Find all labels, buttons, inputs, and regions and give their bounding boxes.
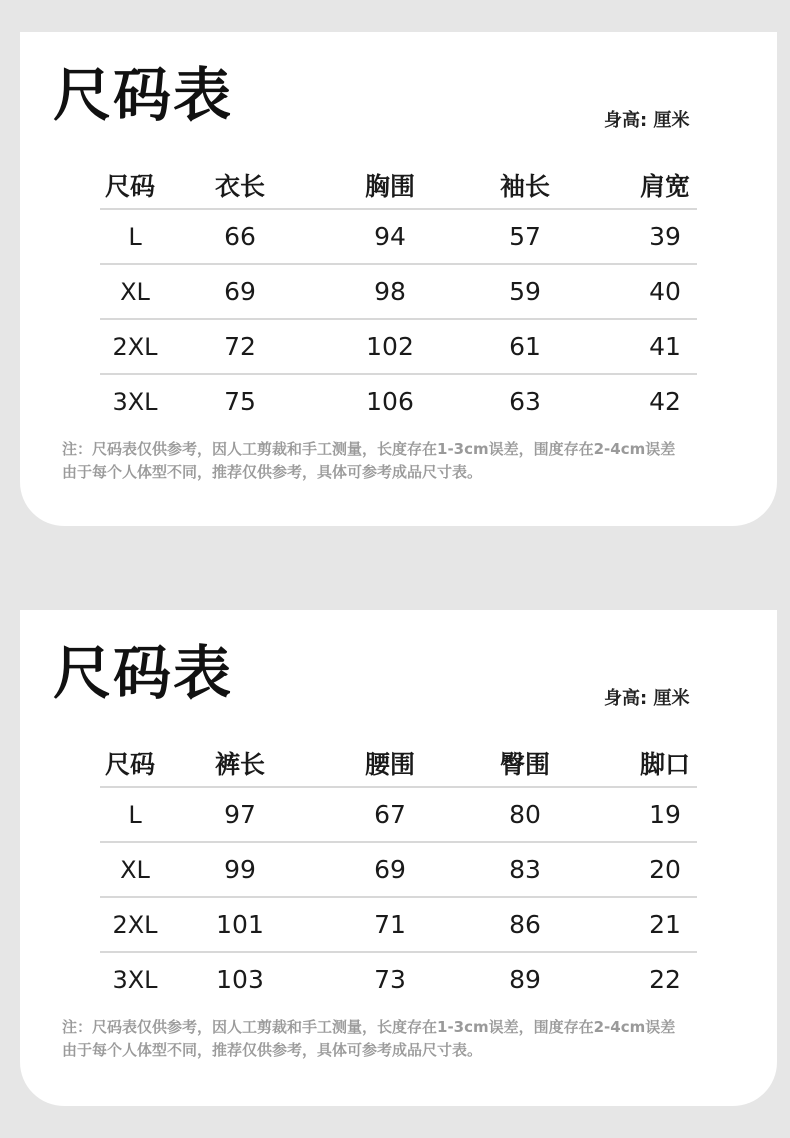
value-cell: 19 [649,800,681,829]
note-line: 注：尺码表仅供参考，因人工剪裁和手工测量，长度存在1-3cm误差，围度存在2-4cm误差 [62,440,676,458]
value-cell: 67 [374,800,406,829]
table-header-row [100,162,697,210]
note-line: 由于每个人体型不同，推荐仅供参考，具体可参考成品尺寸表。 [62,1041,483,1059]
table-row [100,953,697,1006]
table-row [100,265,697,320]
value-cell: 59 [509,277,541,306]
header-pants-length: 裤长 [214,750,265,779]
unit-label: 身高: 厘米 [604,110,690,131]
disclaimer-note [62,1016,762,1062]
size-table-top [100,162,697,428]
value-cell: 99 [224,855,256,884]
note-line: 注：尺码表仅供参考，因人工剪裁和手工测量，长度存在1-3cm误差，围度存在2-4cm误差 [62,1018,676,1036]
table-row [100,320,697,375]
value-cell: 20 [649,855,681,884]
value-cell: 72 [224,332,256,361]
value-cell: 73 [374,965,406,994]
note-line: 由于每个人体型不同，推荐仅供参考，具体可参考成品尺寸表。 [62,463,483,481]
value-cell: 57 [509,222,541,251]
size-cell: XL [120,277,150,306]
value-cell: 106 [366,387,414,416]
table-row [100,788,697,843]
value-cell: 103 [216,965,264,994]
size-cell: L [128,222,142,251]
value-cell: 94 [374,222,406,251]
value-cell: 22 [649,965,681,994]
value-cell: 89 [509,965,541,994]
header-length: 衣长 [214,172,265,201]
table-row [100,843,697,898]
size-chart-card-bottom [20,610,777,1106]
value-cell: 63 [509,387,541,416]
table-header-row [100,740,697,788]
size-cell: L [128,800,142,829]
unit-label: 身高: 厘米 [604,688,690,709]
header-shoulder: 肩宽 [639,172,690,201]
value-cell: 39 [649,222,681,251]
value-cell: 71 [374,910,406,939]
size-table-bottom [100,740,697,1006]
value-cell: 98 [374,277,406,306]
value-cell: 21 [649,910,681,939]
header-hip: 臀围 [499,750,550,779]
value-cell: 83 [509,855,541,884]
table-row [100,375,697,428]
size-cell: 3XL [112,965,158,994]
size-cell: XL [120,855,150,884]
chart-title: 尺码表 [53,61,234,129]
size-cell: 2XL [112,332,158,361]
value-cell: 69 [374,855,406,884]
value-cell: 40 [649,277,681,306]
value-cell: 42 [649,387,681,416]
header-waist: 腰围 [364,750,415,779]
value-cell: 97 [224,800,256,829]
value-cell: 102 [366,332,414,361]
size-cell: 3XL [112,387,158,416]
value-cell: 86 [509,910,541,939]
header-size: 尺码 [105,750,156,779]
value-cell: 66 [224,222,256,251]
value-cell: 101 [216,910,264,939]
value-cell: 69 [224,277,256,306]
table-row [100,898,697,953]
header-size: 尺码 [105,172,156,201]
value-cell: 61 [509,332,541,361]
table-row [100,210,697,265]
size-chart-card-top [20,32,777,526]
value-cell: 41 [649,332,681,361]
header-sleeve: 袖长 [499,172,550,201]
header-leg-opening: 脚口 [639,750,690,779]
chart-title: 尺码表 [53,639,234,707]
header-chest: 胸围 [364,172,415,201]
size-cell: 2XL [112,910,158,939]
value-cell: 75 [224,387,256,416]
value-cell: 80 [509,800,541,829]
disclaimer-note [62,438,762,484]
